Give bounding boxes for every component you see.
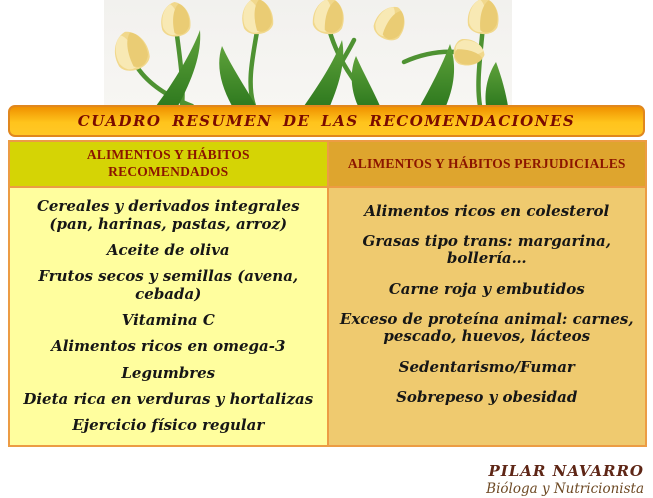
harmful-items-list [329,188,646,445]
page-title: CUADRO RESUMEN DE LAS RECOMENDACIONES [77,112,576,130]
column-header-recommended-label: ALIMENTOS Y HÁBITOS RECOMENDADOS [86,147,250,179]
author-role: Bióloga y Nutricionista [486,481,644,497]
list-item: Ejercicio físico regular [72,415,265,434]
list-item: Aceite de oliva [106,241,230,260]
list-item: Grasas tipo trans: margarina, bollería… [362,231,611,268]
list-item: Legumbres [121,363,216,382]
list-item: Exceso de proteína animal: carnes, pescado, huevos, lácteos [339,309,634,346]
list-item: Alimentos ricos en colesterol [364,201,610,220]
recommendations-table [8,140,647,447]
tulips-image [104,0,512,106]
list-item: Carne roja y embutidos [388,279,585,298]
list-item: Vitamina C [121,311,215,330]
list-item: Dieta rica en verduras y hortalizas [23,389,314,408]
column-header-recommended [10,142,327,186]
list-item: Alimentos ricos en omega-3 [51,337,286,356]
list-item: Sobrepeso y obesidad [396,387,578,406]
author-name: PILAR NAVARRO [488,462,644,480]
column-header-harmful-label: ALIMENTOS Y HÁBITOS PERJUDICIALES [347,155,626,171]
list-item: Sedentarismo/Fumar [398,357,575,376]
list-item: Cereales y derivados integrales (pan, harinas, pastas, arroz) [36,197,300,234]
recommended-items-list [10,188,327,445]
tulips-photo [104,0,512,106]
list-item: Frutos secos y semillas (avena, cebada) [38,267,299,304]
signature-block [486,462,644,497]
column-header-harmful [329,142,646,186]
title-banner [8,105,645,137]
